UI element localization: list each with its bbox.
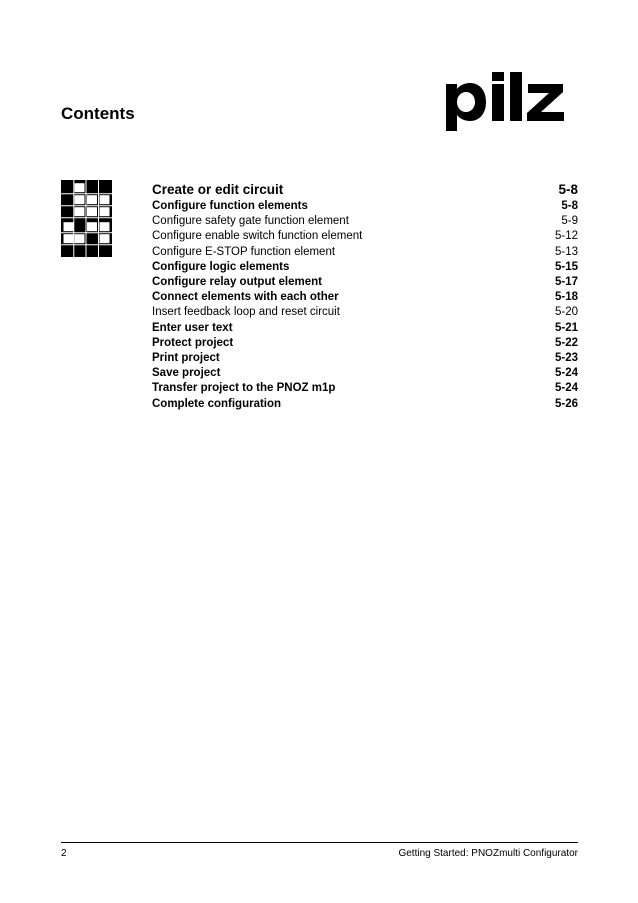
toc-entry[interactable] — [152, 381, 578, 396]
toc-entry-page: 5-20 — [554, 306, 578, 319]
toc-entry[interactable] — [152, 214, 578, 229]
toc-entry-title: Configure logic elements — [152, 260, 290, 273]
toc-entry-page: 5-18 — [554, 291, 578, 304]
toc-entry[interactable] — [152, 245, 578, 260]
toc-entry-page: 5-13 — [554, 245, 578, 258]
toc-entry[interactable] — [152, 229, 578, 244]
toc-entry-title: Configure function elements — [152, 200, 308, 212]
toc-entry-title: Print project — [152, 352, 220, 365]
toc-entry[interactable] — [152, 180, 578, 199]
toc-entry-page: 5-8 — [558, 182, 578, 197]
toc-entry-title: Complete configuration — [152, 397, 282, 410]
pilz-logo — [443, 72, 578, 132]
toc-entry[interactable] — [152, 275, 578, 290]
document-title: Getting Started: PNOZmulti Configurator — [398, 848, 578, 859]
toc-entry[interactable] — [152, 336, 578, 351]
table-of-contents — [152, 180, 578, 412]
toc-entry-title: Configure relay output element — [152, 276, 322, 289]
toc-entry-title: Save project — [152, 367, 221, 380]
toc-entry-title: Insert feedback loop and reset circuit — [152, 306, 340, 319]
toc-entry[interactable] — [152, 321, 578, 336]
toc-entry-page: 5-24 — [554, 382, 578, 395]
toc-entry-page: 5-24 — [554, 367, 578, 380]
toc-entry-title: Configure enable switch function element — [152, 230, 363, 243]
toc-entry[interactable] — [152, 199, 578, 214]
toc-entry[interactable] — [152, 290, 578, 305]
toc-entry-title: Configure safety gate function element — [152, 215, 349, 228]
toc-entry[interactable] — [152, 351, 578, 366]
toc-entry-page: 5-26 — [554, 397, 578, 410]
footer-divider — [61, 842, 578, 843]
toc-entry-title: Create or edit circuit — [152, 182, 284, 197]
toc-entry-page: 5-17 — [554, 276, 578, 289]
toc-entry-title: Configure E-STOP function element — [152, 245, 336, 258]
toc-entry[interactable] — [152, 397, 578, 412]
toc-entry-page: 5-21 — [554, 321, 578, 334]
toc-entry[interactable] — [152, 366, 578, 381]
toc-entry-page: 5-9 — [561, 215, 578, 228]
toc-entry-page: 5-23 — [554, 352, 578, 365]
toc-entry-title: Transfer project to the PNOZ m1p — [152, 382, 336, 395]
toc-entry-page: 5-22 — [554, 336, 578, 349]
toc-entry-page: 5-8 — [561, 200, 578, 212]
toc-entry-page: 5-15 — [554, 260, 578, 273]
toc-entry-title: Enter user text — [152, 321, 233, 334]
toc-entry-title: Protect project — [152, 336, 234, 349]
toc-entry[interactable] — [152, 260, 578, 275]
chapter-5-icon — [61, 180, 112, 257]
toc-entry[interactable] — [152, 305, 578, 320]
toc-entry-title: Connect elements with each other — [152, 291, 339, 304]
page-title: Contents — [61, 104, 135, 123]
page-number: 2 — [61, 848, 67, 859]
toc-entry-page: 5-12 — [554, 230, 578, 243]
